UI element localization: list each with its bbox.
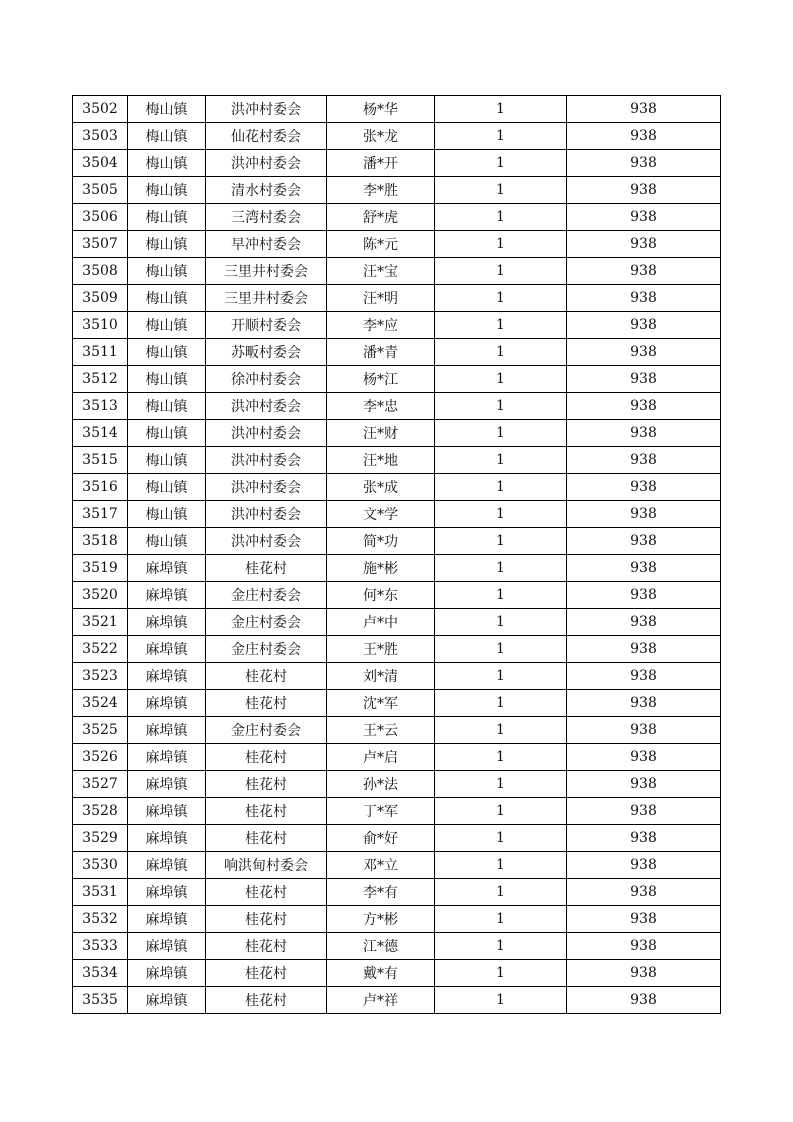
row-number-cell: 3524 — [73, 690, 128, 717]
village-cell: 桂花村 — [206, 906, 327, 933]
amount-cell: 938 — [567, 312, 721, 339]
name-cell: 卢*启 — [327, 744, 435, 771]
amount-cell: 938 — [567, 528, 721, 555]
town-cell: 梅山镇 — [128, 231, 206, 258]
name-cell: 邓*立 — [327, 852, 435, 879]
name-cell: 俞*好 — [327, 825, 435, 852]
town-cell: 麻埠镇 — [128, 825, 206, 852]
table-row — [73, 123, 721, 150]
town-cell: 麻埠镇 — [128, 852, 206, 879]
amount-cell: 938 — [567, 339, 721, 366]
table-row — [73, 231, 721, 258]
amount-cell: 938 — [567, 879, 721, 906]
village-cell: 三湾村委会 — [206, 204, 327, 231]
table-row — [73, 96, 721, 123]
name-cell: 汪*明 — [327, 285, 435, 312]
town-cell: 麻埠镇 — [128, 663, 206, 690]
row-number-cell: 3526 — [73, 744, 128, 771]
table-row — [73, 933, 721, 960]
town-cell: 梅山镇 — [128, 204, 206, 231]
village-cell: 桂花村 — [206, 879, 327, 906]
name-cell: 王*云 — [327, 717, 435, 744]
name-cell: 李*有 — [327, 879, 435, 906]
amount-cell: 938 — [567, 798, 721, 825]
name-cell: 杨*江 — [327, 366, 435, 393]
amount-cell: 938 — [567, 285, 721, 312]
row-number-cell: 3534 — [73, 960, 128, 987]
amount-cell: 938 — [567, 825, 721, 852]
amount-cell: 938 — [567, 987, 721, 1014]
town-cell: 梅山镇 — [128, 258, 206, 285]
row-number-cell: 3513 — [73, 393, 128, 420]
count-cell: 1 — [435, 906, 567, 933]
name-cell: 刘*清 — [327, 663, 435, 690]
amount-cell: 938 — [567, 366, 721, 393]
table-row — [73, 744, 721, 771]
row-number-cell: 3504 — [73, 150, 128, 177]
town-cell: 麻埠镇 — [128, 771, 206, 798]
town-cell: 麻埠镇 — [128, 636, 206, 663]
town-cell: 麻埠镇 — [128, 798, 206, 825]
row-number-cell: 3510 — [73, 312, 128, 339]
count-cell: 1 — [435, 150, 567, 177]
table-row — [73, 582, 721, 609]
town-cell: 麻埠镇 — [128, 717, 206, 744]
name-cell: 简*功 — [327, 528, 435, 555]
name-cell: 李*忠 — [327, 393, 435, 420]
town-cell: 梅山镇 — [128, 123, 206, 150]
count-cell: 1 — [435, 366, 567, 393]
town-cell: 麻埠镇 — [128, 987, 206, 1014]
town-cell: 梅山镇 — [128, 420, 206, 447]
amount-cell: 938 — [567, 177, 721, 204]
village-cell: 桂花村 — [206, 744, 327, 771]
count-cell: 1 — [435, 744, 567, 771]
count-cell: 1 — [435, 609, 567, 636]
count-cell: 1 — [435, 690, 567, 717]
row-number-cell: 3519 — [73, 555, 128, 582]
amount-cell: 938 — [567, 933, 721, 960]
table-row — [73, 447, 721, 474]
row-number-cell: 3511 — [73, 339, 128, 366]
count-cell: 1 — [435, 987, 567, 1014]
name-cell: 杨*华 — [327, 96, 435, 123]
count-cell: 1 — [435, 852, 567, 879]
village-cell: 洪冲村委会 — [206, 447, 327, 474]
table-row — [73, 906, 721, 933]
count-cell: 1 — [435, 663, 567, 690]
amount-cell: 938 — [567, 960, 721, 987]
count-cell: 1 — [435, 339, 567, 366]
name-cell: 汪*宝 — [327, 258, 435, 285]
row-number-cell: 3509 — [73, 285, 128, 312]
town-cell: 麻埠镇 — [128, 879, 206, 906]
town-cell: 麻埠镇 — [128, 960, 206, 987]
roster-table-body — [73, 96, 721, 1014]
name-cell: 汪*地 — [327, 447, 435, 474]
row-number-cell: 3517 — [73, 501, 128, 528]
town-cell: 麻埠镇 — [128, 906, 206, 933]
table-row — [73, 501, 721, 528]
name-cell: 丁*军 — [327, 798, 435, 825]
amount-cell: 938 — [567, 690, 721, 717]
name-cell: 汪*财 — [327, 420, 435, 447]
amount-cell: 938 — [567, 123, 721, 150]
count-cell: 1 — [435, 636, 567, 663]
name-cell: 卢*中 — [327, 609, 435, 636]
name-cell: 施*彬 — [327, 555, 435, 582]
row-number-cell: 3506 — [73, 204, 128, 231]
amount-cell: 938 — [567, 852, 721, 879]
name-cell: 方*彬 — [327, 906, 435, 933]
row-number-cell: 3530 — [73, 852, 128, 879]
town-cell: 麻埠镇 — [128, 609, 206, 636]
village-cell: 桂花村 — [206, 690, 327, 717]
name-cell: 沈*军 — [327, 690, 435, 717]
amount-cell: 938 — [567, 258, 721, 285]
row-number-cell: 3521 — [73, 609, 128, 636]
count-cell: 1 — [435, 501, 567, 528]
row-number-cell: 3512 — [73, 366, 128, 393]
row-number-cell: 3503 — [73, 123, 128, 150]
table-row — [73, 555, 721, 582]
village-cell: 徐冲村委会 — [206, 366, 327, 393]
table-row — [73, 312, 721, 339]
name-cell: 王*胜 — [327, 636, 435, 663]
town-cell: 梅山镇 — [128, 474, 206, 501]
town-cell: 梅山镇 — [128, 501, 206, 528]
amount-cell: 938 — [567, 717, 721, 744]
count-cell: 1 — [435, 798, 567, 825]
town-cell: 梅山镇 — [128, 447, 206, 474]
amount-cell: 938 — [567, 663, 721, 690]
village-cell: 桂花村 — [206, 960, 327, 987]
village-cell: 桂花村 — [206, 771, 327, 798]
name-cell: 何*东 — [327, 582, 435, 609]
village-cell: 洪冲村委会 — [206, 474, 327, 501]
name-cell: 文*学 — [327, 501, 435, 528]
amount-cell: 938 — [567, 582, 721, 609]
count-cell: 1 — [435, 312, 567, 339]
amount-cell: 938 — [567, 231, 721, 258]
table-row — [73, 798, 721, 825]
count-cell: 1 — [435, 825, 567, 852]
count-cell: 1 — [435, 960, 567, 987]
amount-cell: 938 — [567, 501, 721, 528]
name-cell: 戴*有 — [327, 960, 435, 987]
table-row — [73, 339, 721, 366]
village-cell: 早冲村委会 — [206, 231, 327, 258]
village-cell: 洪冲村委会 — [206, 393, 327, 420]
village-cell: 洪冲村委会 — [206, 528, 327, 555]
village-cell: 清水村委会 — [206, 177, 327, 204]
amount-cell: 938 — [567, 744, 721, 771]
town-cell: 梅山镇 — [128, 285, 206, 312]
row-number-cell: 3528 — [73, 798, 128, 825]
amount-cell: 938 — [567, 420, 721, 447]
amount-cell: 938 — [567, 906, 721, 933]
village-cell: 金庄村委会 — [206, 717, 327, 744]
table-row — [73, 987, 721, 1014]
town-cell: 梅山镇 — [128, 393, 206, 420]
town-cell: 梅山镇 — [128, 96, 206, 123]
row-number-cell: 3522 — [73, 636, 128, 663]
amount-cell: 938 — [567, 555, 721, 582]
table-row — [73, 690, 721, 717]
count-cell: 1 — [435, 204, 567, 231]
count-cell: 1 — [435, 420, 567, 447]
row-number-cell: 3514 — [73, 420, 128, 447]
count-cell: 1 — [435, 717, 567, 744]
row-number-cell: 3507 — [73, 231, 128, 258]
row-number-cell: 3535 — [73, 987, 128, 1014]
town-cell: 麻埠镇 — [128, 690, 206, 717]
table-row — [73, 393, 721, 420]
name-cell: 江*德 — [327, 933, 435, 960]
village-cell: 仙花村委会 — [206, 123, 327, 150]
village-cell: 桂花村 — [206, 987, 327, 1014]
town-cell: 梅山镇 — [128, 339, 206, 366]
amount-cell: 938 — [567, 150, 721, 177]
name-cell: 孙*法 — [327, 771, 435, 798]
amount-cell: 938 — [567, 474, 721, 501]
table-row — [73, 663, 721, 690]
count-cell: 1 — [435, 96, 567, 123]
roster-table — [72, 95, 721, 1014]
row-number-cell: 3532 — [73, 906, 128, 933]
town-cell: 梅山镇 — [128, 366, 206, 393]
count-cell: 1 — [435, 474, 567, 501]
table-row — [73, 879, 721, 906]
amount-cell: 938 — [567, 636, 721, 663]
town-cell: 梅山镇 — [128, 177, 206, 204]
table-row — [73, 636, 721, 663]
table-row — [73, 609, 721, 636]
village-cell: 洪冲村委会 — [206, 96, 327, 123]
table-row — [73, 258, 721, 285]
row-number-cell: 3508 — [73, 258, 128, 285]
count-cell: 1 — [435, 285, 567, 312]
village-cell: 桂花村 — [206, 663, 327, 690]
name-cell: 潘*开 — [327, 150, 435, 177]
table-row — [73, 528, 721, 555]
town-cell: 麻埠镇 — [128, 555, 206, 582]
name-cell: 潘*青 — [327, 339, 435, 366]
table-row — [73, 960, 721, 987]
count-cell: 1 — [435, 447, 567, 474]
count-cell: 1 — [435, 123, 567, 150]
village-cell: 金庄村委会 — [206, 582, 327, 609]
name-cell: 舒*虎 — [327, 204, 435, 231]
name-cell: 李*应 — [327, 312, 435, 339]
name-cell: 张*成 — [327, 474, 435, 501]
amount-cell: 938 — [567, 609, 721, 636]
table-row — [73, 204, 721, 231]
row-number-cell: 3516 — [73, 474, 128, 501]
table-row — [73, 825, 721, 852]
village-cell: 洪冲村委会 — [206, 501, 327, 528]
town-cell: 麻埠镇 — [128, 582, 206, 609]
count-cell: 1 — [435, 393, 567, 420]
village-cell: 三里井村委会 — [206, 285, 327, 312]
name-cell: 张*龙 — [327, 123, 435, 150]
village-cell: 桂花村 — [206, 798, 327, 825]
row-number-cell: 3529 — [73, 825, 128, 852]
name-cell: 李*胜 — [327, 177, 435, 204]
table-row — [73, 366, 721, 393]
row-number-cell: 3527 — [73, 771, 128, 798]
row-number-cell: 3531 — [73, 879, 128, 906]
village-cell: 金庄村委会 — [206, 636, 327, 663]
village-cell: 三里井村委会 — [206, 258, 327, 285]
village-cell: 开顺村委会 — [206, 312, 327, 339]
row-number-cell: 3505 — [73, 177, 128, 204]
row-number-cell: 3515 — [73, 447, 128, 474]
village-cell: 响洪甸村委会 — [206, 852, 327, 879]
count-cell: 1 — [435, 933, 567, 960]
count-cell: 1 — [435, 771, 567, 798]
count-cell: 1 — [435, 528, 567, 555]
village-cell: 洪冲村委会 — [206, 150, 327, 177]
town-cell: 梅山镇 — [128, 528, 206, 555]
count-cell: 1 — [435, 231, 567, 258]
row-number-cell: 3518 — [73, 528, 128, 555]
amount-cell: 938 — [567, 96, 721, 123]
town-cell: 麻埠镇 — [128, 744, 206, 771]
table-row — [73, 285, 721, 312]
amount-cell: 938 — [567, 204, 721, 231]
row-number-cell: 3533 — [73, 933, 128, 960]
town-cell: 梅山镇 — [128, 150, 206, 177]
village-cell: 苏畈村委会 — [206, 339, 327, 366]
amount-cell: 938 — [567, 771, 721, 798]
row-number-cell: 3502 — [73, 96, 128, 123]
count-cell: 1 — [435, 582, 567, 609]
amount-cell: 938 — [567, 393, 721, 420]
table-row — [73, 177, 721, 204]
village-cell: 洪冲村委会 — [206, 420, 327, 447]
count-cell: 1 — [435, 555, 567, 582]
amount-cell: 938 — [567, 447, 721, 474]
table-row — [73, 771, 721, 798]
row-number-cell: 3523 — [73, 663, 128, 690]
count-cell: 1 — [435, 879, 567, 906]
village-cell: 桂花村 — [206, 825, 327, 852]
table-row — [73, 474, 721, 501]
table-row — [73, 150, 721, 177]
row-number-cell: 3525 — [73, 717, 128, 744]
name-cell: 陈*元 — [327, 231, 435, 258]
town-cell: 麻埠镇 — [128, 933, 206, 960]
table-row — [73, 852, 721, 879]
village-cell: 桂花村 — [206, 555, 327, 582]
count-cell: 1 — [435, 258, 567, 285]
town-cell: 梅山镇 — [128, 312, 206, 339]
count-cell: 1 — [435, 177, 567, 204]
name-cell: 卢*祥 — [327, 987, 435, 1014]
table-row — [73, 717, 721, 744]
village-cell: 金庄村委会 — [206, 609, 327, 636]
table-row — [73, 420, 721, 447]
village-cell: 桂花村 — [206, 933, 327, 960]
row-number-cell: 3520 — [73, 582, 128, 609]
